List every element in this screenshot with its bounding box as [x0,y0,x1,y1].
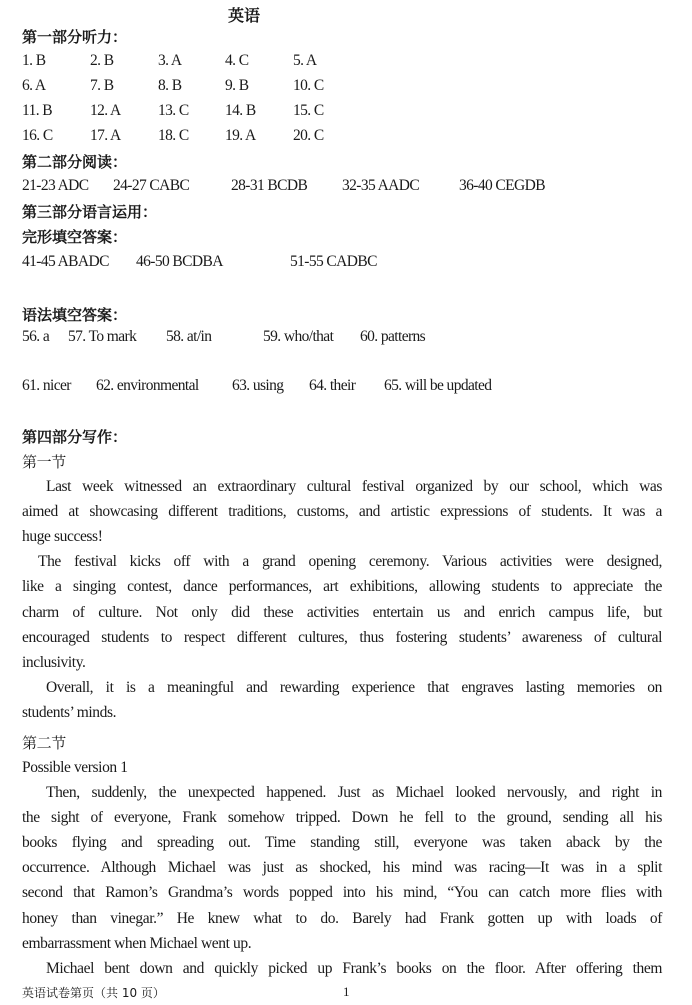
essay-line: the sight of everyone, Frank somehow tripped. Down he fell to the ground, sending all his [22,809,662,827]
answer-item: 7. B [90,77,114,94]
answer-item: 12. A [90,102,121,119]
answer-item: 5. A [293,52,317,69]
answer-item: 11. B [22,102,53,119]
answer-item: 51-55 CADBC [290,253,377,270]
part2-heading: 第二部分阅读： [22,153,128,171]
essay-line: students’ minds. [22,703,117,721]
essay-line: The festival kicks off with a grand opening ceremony. Various activities were designed, [38,553,662,571]
essay-line: Overall, it is a meaningful and rewarding experience that engraves lasting memories on [46,678,662,696]
answer-item: 16. C [22,127,53,144]
page-number: 1 [343,984,350,999]
answer-item: 41-45 ABADC [22,253,109,270]
answer-item: 59. who/that [263,328,334,345]
essay-line: Then, suddenly, the unexpected happened. Just as Michael looked nervously, and right in [46,784,662,801]
essay-line: books flying and spreading out. Time standing still, everyone was taken aback by the [22,834,662,852]
essay-line: aimed at showcasing different traditions, customs, and artistic expressions of students. It was a [22,503,662,521]
part3-heading: 第三部分语言运用： [22,203,158,221]
answer-item: 13. C [158,102,189,119]
section1-heading: 第一节 [22,453,66,471]
answer-item: 21-23 ADC [22,177,89,194]
section2-heading: 第二节 [22,734,66,752]
essay-line: like a singing contest, dance performances, art exhibitions, allowing students to appreciate the [22,578,662,596]
cloze-heading: 完形填空答案： [22,228,128,246]
answer-item: 4. C [225,52,249,69]
essay-line: honey than vinegar.” He knew what to do. Barely had Frank gotten up with loads of [22,909,662,927]
grammar-heading: 语法填空答案： [22,306,128,324]
answer-item: 58. at/in [166,328,212,345]
answer-item: 46-50 BCDBA [136,253,223,270]
answer-item: 20. C [293,127,324,144]
essay-line: Michael bent down and quickly picked up Frank’s books on the floor. After offering them [46,959,662,977]
part4-heading: 第四部分写作： [22,428,128,446]
essay-line: Last week witnessed an extraordinary cultural festival organized by our school, which was [46,478,662,495]
answer-item: 17. A [90,127,121,144]
answer-item: 28-31 BCDB [231,177,308,194]
essay-line: second that Ramon’s Grandma’s words popped into his mind, “You can catch more flies with [22,884,662,902]
essay-line: occurrence. Although Michael was just as shocked, his mind was racing—It was in a split [22,859,662,877]
essay-line: encouraged students to respect different cultures, thus fostering students’ awareness of cultural [22,628,662,646]
answer-item: 2. B [90,52,114,69]
answer-item: 3. A [158,52,182,69]
answer-item: 61. nicer [22,377,71,394]
part1-heading: 第一部分听力： [22,28,128,46]
answer-item: 1. B [22,52,46,69]
essay-line: inclusivity. [22,653,86,671]
answer-item: 64. their [309,377,356,394]
answer-item: 36-40 CEGDB [459,177,545,194]
answer-item: 57. To mark [68,328,137,345]
answer-item: 6. A [22,77,46,94]
answer-item: 14. B [225,102,256,119]
essay-line: charm of culture. Not only did these activities entertain us and enrich campus life, but [22,603,662,621]
answer-item: 19. A [225,127,256,144]
essay-line: embarrassment when Michael went up. [22,934,252,952]
answer-item: 62. environmental [96,377,199,394]
answer-item: 15. C [293,102,324,119]
essay-line: huge success! [22,528,103,546]
answer-item: 60. patterns [360,328,426,345]
answer-item: 24-27 CABC [113,177,190,194]
answer-item: 9. B [225,77,249,94]
version-label: Possible version 1 [22,759,128,776]
answer-item: 8. B [158,77,182,94]
answer-item: 63. using [232,377,284,394]
answer-item: 10. C [293,77,324,94]
answer-item: 65. will be updated [384,377,492,394]
page-title: 英语 [228,6,261,25]
answer-item: 56. a [22,328,50,345]
answer-item: 18. C [158,127,189,144]
footer-label: 英语试卷第页（共 10 页） [22,986,165,1000]
answer-item: 32-35 AADC [342,177,420,194]
